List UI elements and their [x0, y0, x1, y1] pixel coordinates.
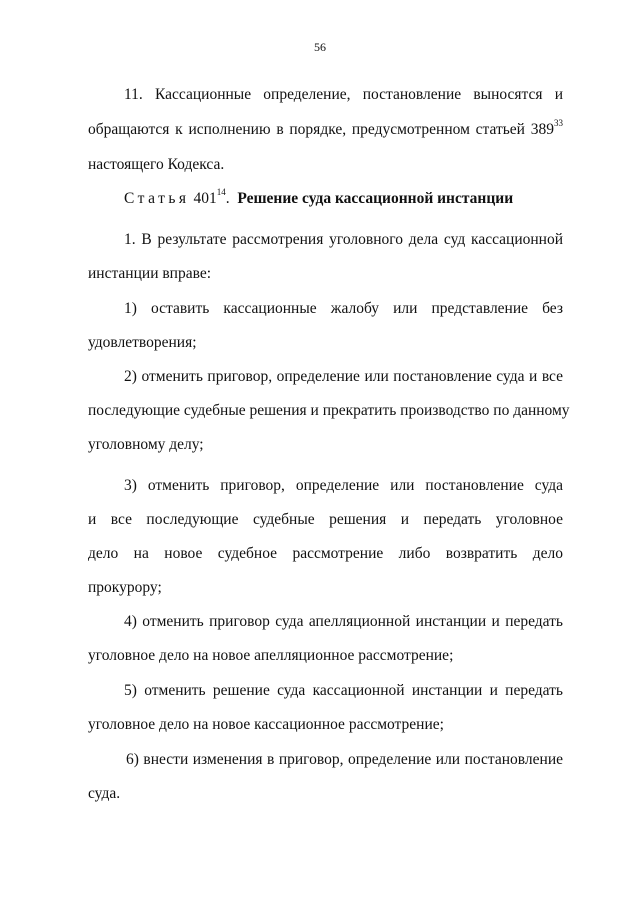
list-item-5-line-1: 5) отменить решение суда кассационной инстанции и передать	[124, 682, 563, 699]
list-item-4	[88, 605, 563, 673]
article-number: 401	[193, 190, 217, 207]
list-item-5	[88, 674, 563, 742]
paragraph-1	[88, 223, 563, 291]
list-item-1-line-2: удовлетворения;	[88, 334, 197, 351]
article-title: Решение суда кассационной инстанции	[237, 190, 514, 207]
paragraph-1-line-1: 1. В результате рассмотрения уголовного дела суд кассационной	[124, 231, 563, 248]
item-11-line-3: настоящего Кодекса.	[88, 156, 225, 173]
article-word: Статья	[124, 190, 190, 207]
list-item-3-line-2: и все последующие судебные решения и передать уголовное	[88, 511, 563, 528]
article-heading-line	[88, 182, 563, 216]
paragraph-1-line-2: инстанции вправе:	[88, 265, 212, 282]
item-11-line-2	[88, 112, 563, 148]
list-item-3	[88, 469, 563, 605]
list-item-2-line-1: 2) отменить приговор, определение или постановление суда и все	[124, 368, 563, 385]
item-11-line-2-text: обращаются к исполнению в порядке, предусмотренном статьей 389	[88, 121, 554, 138]
list-item-6	[88, 743, 563, 811]
paragraph-item-11	[88, 78, 563, 182]
list-item-3-line-1: 3) отменить приговор, определение или постановление суда	[124, 477, 563, 494]
list-item-4-line-1: 4) отменить приговор суда апелляционной инстанции и передать	[124, 613, 563, 630]
list-item-3-line-4: прокурору;	[88, 579, 162, 596]
list-item-6-line-2: суда.	[88, 785, 121, 802]
item-11-line-1: 11. Кассационные определение, постановление выносятся и	[124, 86, 563, 103]
list-item-2-line-3: уголовному делу;	[88, 436, 204, 453]
list-item-1	[88, 292, 563, 360]
list-item-1-line-1: 1) оставить кассационные жалобу или представление без	[124, 300, 563, 317]
list-item-4-line-2: уголовное дело на новое апелляционное рассмотрение;	[88, 647, 454, 664]
page-number: 56	[314, 40, 326, 54]
list-item-2-line-2: последующие судебные решения и прекратить производство по данному	[88, 402, 570, 419]
list-item-2	[88, 360, 570, 462]
list-item-3-line-3: дело на новое судебное рассмотрение либо возвратить дело	[88, 545, 563, 562]
article-number-superscript: 14	[216, 186, 226, 197]
list-item-6-line-1: 6) внести изменения в приговор, определение или постановление	[126, 751, 563, 768]
article-period: .	[225, 190, 230, 207]
article-reference-superscript: 33	[554, 117, 563, 128]
article-heading	[88, 182, 563, 216]
list-item-5-line-2: уголовное дело на новое кассационное рассмотрение;	[88, 716, 444, 733]
